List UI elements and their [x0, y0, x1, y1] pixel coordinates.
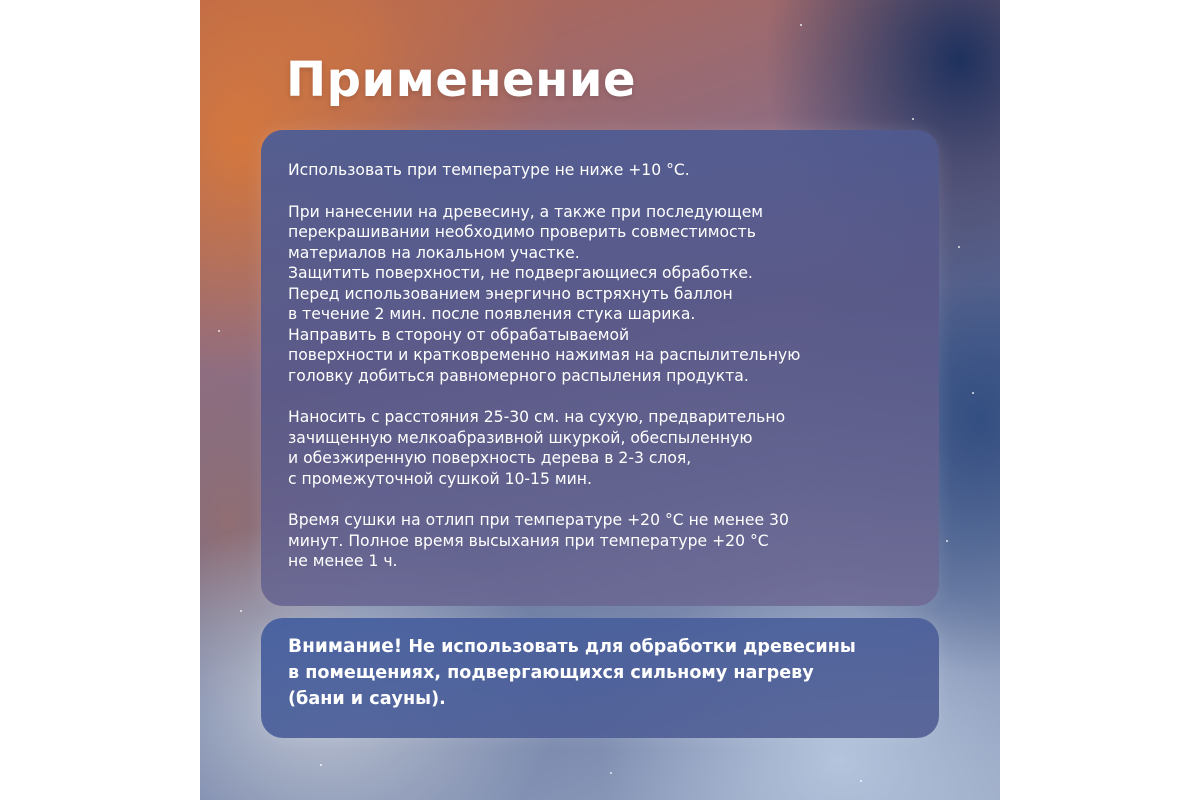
- star-decoration: [240, 610, 242, 612]
- instruction-paragraph: Наносить с расстояния 25-30 см. на сухую, предварительно зачищенную мелкоабразивной шкуркой, обеспыленную и обезжиренную поверхность дерева в 2-3 слоя, с промежуточной сушкой 10-15 мин.: [288, 408, 786, 488]
- star-decoration: [958, 246, 960, 248]
- star-decoration: [912, 118, 914, 120]
- instructions-card: [261, 130, 939, 606]
- star-decoration: [320, 764, 322, 766]
- warning-body: Не использовать для обработки древесины в помещениях, подвергающихся сильному нагреву (бани и сауны).: [288, 637, 856, 709]
- instruction-paragraph: Использовать при температуре не ниже +10 °С.: [288, 161, 690, 179]
- star-decoration: [218, 330, 220, 332]
- warning-message: [288, 634, 915, 712]
- page-title: Применение: [286, 52, 637, 108]
- instruction-paragraph: Время сушки на отлип при температуре +20 °С не менее 30 минут. Полное время высыхания при температуре +20 °С не менее 1 ч.: [288, 511, 789, 570]
- star-decoration: [860, 780, 862, 782]
- warning-card: [261, 618, 939, 738]
- star-decoration: [800, 24, 802, 26]
- instruction-paragraph: При нанесении на древесину, а также при последующем перекрашивании необходимо проверить совместимость материалов на локальном участке. Защитить поверхности, не подвергающиеся обработке. Перед использованием энергично встряхнуть баллон в течение 2 мин. после появления стука шарика. Направить в сторону от обрабатываемой поверхности и кратковременно нажимая на распылительную головку добиться равномерного распыления продукта.: [288, 202, 801, 385]
- star-decoration: [610, 772, 612, 774]
- warning-label: Внимание!: [288, 636, 403, 657]
- star-decoration: [946, 540, 948, 542]
- poster-background: [200, 0, 1000, 800]
- star-decoration: [972, 392, 974, 394]
